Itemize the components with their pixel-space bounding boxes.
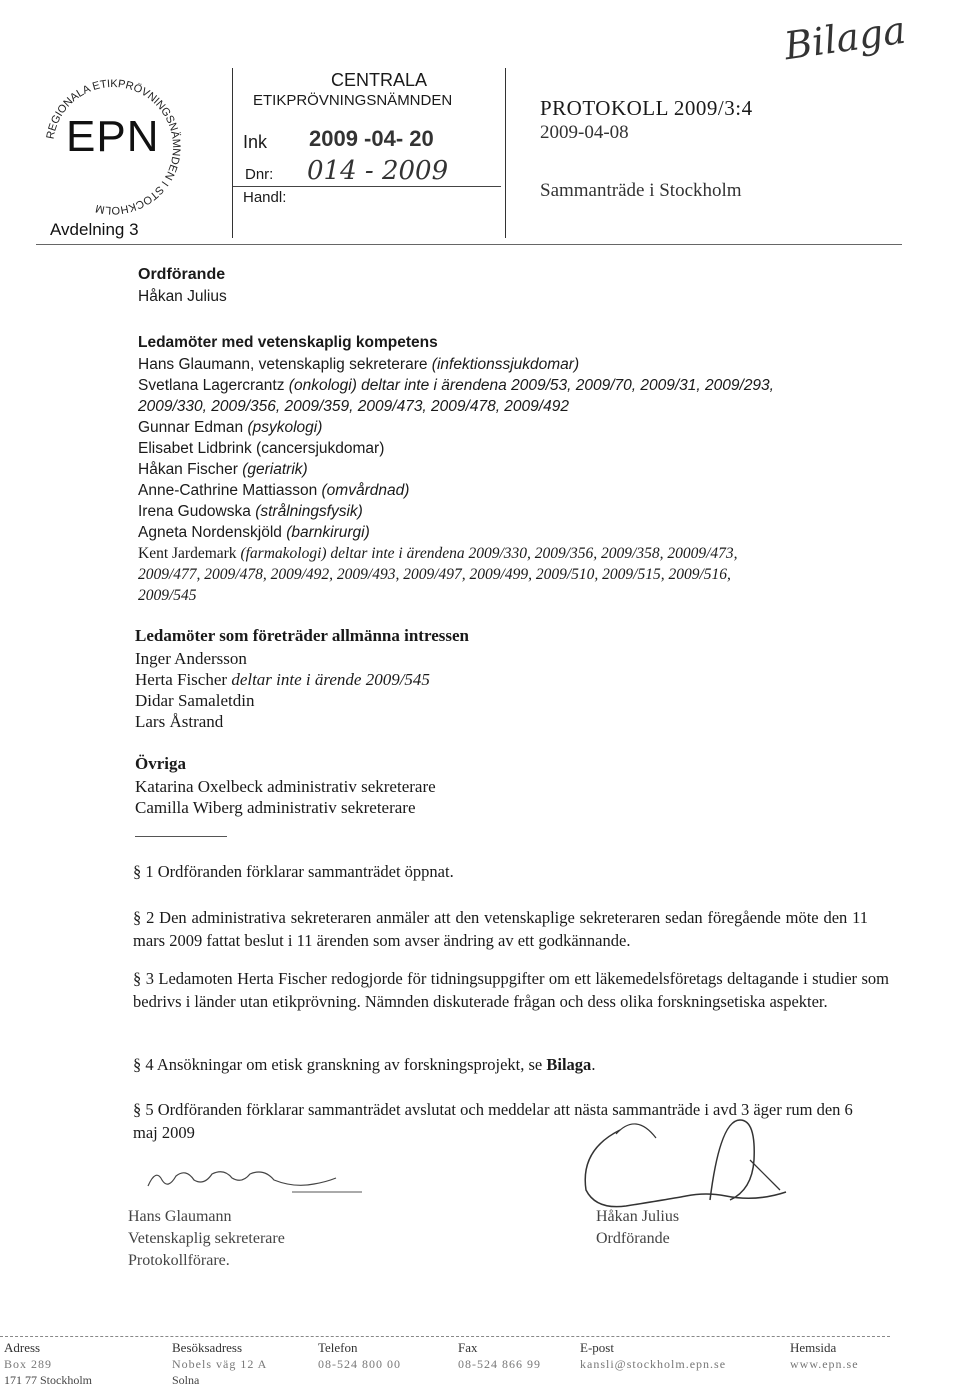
signatory-right-title: Ordförande [596,1230,670,1247]
others-heading: Övriga [135,754,186,773]
member-line: Håkan Fischer (geriatrik) [138,461,308,478]
member-line: 2009/477, 2009/478, 2009/492, 2009/493, 2009/497, 2009/499, 2009/510, 2009/515, 2009/516, [138,566,731,583]
public-members-heading: Ledamöter som företräder allmänna intressen [135,626,469,645]
stamp-line1: CENTRALA [331,70,428,90]
member-line: Herta Fischer deltar inte i ärende 2009/545 [135,670,430,689]
signatory-left [128,1206,285,1272]
member-line: Irena Gudowska (strålningsfysik) [138,503,363,520]
protocol-date: 2009-04-08 [540,122,629,143]
member-line: Lars Åstrand [135,712,224,731]
footer-label: Telefon [318,1340,358,1355]
section-4: § 4 Ansökningar om etisk granskning av forskningsprojekt, se Bilaga. [133,1055,596,1074]
footer-label: Adress [4,1340,41,1355]
footer-label: Hemsida [790,1340,837,1355]
stamp-dnr-label: Dnr: [245,166,274,183]
stamp-ink-label: Ink [243,132,268,152]
member-line: Kent Jardemark (farmakologi) deltar inte i ärendena 2009/330, 2009/356, 2009/358, 20009/473, [138,545,738,562]
header-rule [36,244,902,245]
member-line: Hans Glaumann, vetenskaplig sekreterare (infektionssjukdomar) [138,356,580,373]
department-label: Avdelning 3 [50,220,139,239]
logo-ring-text: REGIONALA ETIKPRÖVNINGSNÄMNDEN I STOCKHOLM [44,77,183,217]
chair-name: Håkan Julius [138,288,227,305]
member-line: Gunnar Edman (psykologi) [138,419,323,436]
stamp-handl-label: Handl: [243,189,287,206]
signatory-left-title: Vetenskaplig sekreterare [128,1230,285,1247]
handwritten-note: Bilaga [781,7,909,69]
signatory-left-role: Protokollförare. [128,1252,230,1269]
other-line: Katarina Oxelbeck administrativ sekreterare [135,777,436,796]
public-members-list [135,648,430,732]
footer-label: E-post [580,1340,614,1355]
stamp-dnr-value: 014 - 2009 [307,156,449,186]
signatory-left-name: Hans Glaumann [128,1208,232,1225]
section-5: § 5 Ordföranden förklarar sammanträdet avslutat och meddelar att nästa sammanträde i avd 3 äger rum den 6 maj 2009 [133,1100,853,1142]
stamp-line2: ETIKPRÖVNINGSNÄMNDEN [253,92,453,109]
footer-label: Fax [458,1340,478,1355]
member-line: Svetlana Lagercrantz (onkologi) deltar inte i ärendena 2009/53, 2009/70, 2009/31, 2009/293, [138,377,774,394]
protocol-title: PROTOKOLL 2009/3:4 [540,96,753,120]
footer-rule [0,1336,890,1337]
stamp-divider [233,186,501,187]
footer-label: Besöksadress [172,1340,243,1355]
footer-phone: Telefon 08-524 800 00 [318,1340,401,1371]
other-line: Camilla Wiberg administrativ sekreterare [135,798,416,817]
signature-left-icon [142,1158,382,1198]
section-3: § 3 Ledamoten Herta Fischer redogjorde för tidningsuppgifter om ett läkemedelsföretags deltagande i studier som bedrivs i länder utan etikprövning. Nämnden diskuterade frågan och dess olika forskningsetiska aspekter. [133,969,889,1011]
section-2: § 2 Den administrativa sekreteraren anmäler att den vetenskaplige sekreteraren sedan föregående möte den 11 mars 2009 fattat beslut i 11 ärenden som avser ändring av ett godkännande. [133,908,868,950]
footer-website: Hemsida www.epn.se [790,1340,859,1371]
chair-heading: Ordförande [138,266,226,283]
member-line: 2009/545 [138,587,197,604]
footer-address: Adress Box 289 171 77 Stockholm [4,1340,93,1387]
meeting-place: Sammanträde i Stockholm [540,180,742,201]
member-line: Didar Samaletdin [135,691,255,710]
member-line: Anne-Cathrine Mattiasson (omvårdnad) [138,482,410,499]
receipt-stamp [232,68,506,238]
member-line: Agneta Nordenskjöld (barnkirurgi) [138,524,370,541]
bilaga-reference: Bilaga [546,1055,592,1074]
signatory-right [596,1206,679,1250]
footer-email: E-post kansli@stockholm.epn.se [580,1340,727,1371]
signatory-right-name: Håkan Julius [596,1208,680,1225]
epn-logo [38,72,188,222]
others-list [135,776,436,818]
section-divider [135,836,227,837]
stamp-ink-date: 2009 -04- 20 [309,126,434,151]
logo-abbr: EPN [66,112,160,161]
member-line: Inger Andersson [135,649,247,668]
member-line: Elisabet Lidbrink (cancersjukdomar) [138,440,385,457]
signature-right-icon [560,1110,820,1220]
footer-visit-address: Besöksadress Nobels väg 12 A Solna [172,1340,268,1387]
footer-fax: Fax 08-524 866 99 [458,1340,541,1371]
section-1: § 1 Ordföranden förklarar sammanträdet öppnat. [133,862,454,881]
member-line: 2009/330, 2009/356, 2009/359, 2009/473, 2009/478, 2009/492 [138,398,569,415]
scientific-members-list [138,354,898,606]
scientific-members-heading: Ledamöter med vetenskaplig kompetens [138,334,438,351]
